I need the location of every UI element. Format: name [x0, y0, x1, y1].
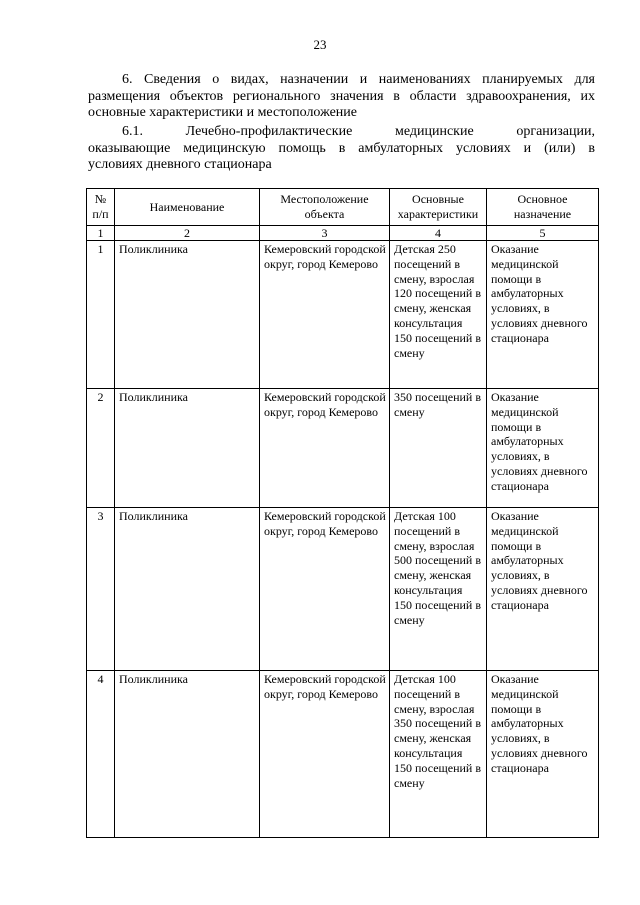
header-location: Местоположение объекта — [260, 189, 390, 226]
heading-line: 6.1. Лечебно-профилактические медицинские организации, — [122, 124, 595, 139]
page-number: 23 — [313, 37, 327, 52]
subsection-heading-6-1 — [88, 124, 595, 174]
heading-line: оказывающие медицинскую помощь в амбулаторных условиях и (или) в — [88, 140, 595, 156]
header-characteristics: Основные характеристики — [390, 189, 487, 226]
table-row — [87, 508, 599, 671]
heading-line: условиях дневного стационара — [88, 157, 272, 172]
row-location: Кемеровский городской округ, город Кемерово — [260, 508, 390, 671]
column-number: 5 — [487, 226, 599, 241]
row-number: 4 — [87, 671, 115, 838]
section-heading-6 — [88, 72, 595, 122]
row-number: 2 — [87, 389, 115, 508]
row-characteristics: Детская 100 посещений в смену, взрослая 500 посещений в смену, женская консультация 150 посещений в смену — [390, 508, 487, 671]
heading-line: размещения объектов регионального значения в области здравоохранения, их — [88, 88, 595, 104]
column-number: 3 — [260, 226, 390, 241]
row-purpose: Оказание медицинской помощи в амбулаторных условиях, в условиях дневного стационара — [487, 671, 599, 838]
row-location: Кемеровский городской округ, город Кемерово — [260, 671, 390, 838]
row-characteristics: 350 посещений в смену — [390, 389, 487, 508]
table-row — [87, 241, 599, 389]
table-row — [87, 671, 599, 838]
table-header-row — [87, 189, 599, 226]
row-number: 3 — [87, 508, 115, 671]
header-number: № п/п — [87, 189, 115, 226]
heading-line: 6. Сведения о видах, назначении и наименованиях планируемых для — [122, 72, 595, 87]
row-characteristics: Детская 100 посещений в смену, взрослая 350 посещений в смену, женская консультация 150 посещений в смену — [390, 671, 487, 838]
row-purpose: Оказание медицинской помощи в амбулаторных условиях, в условиях дневного стационара — [487, 389, 599, 508]
facilities-table — [86, 188, 599, 838]
row-characteristics: Детская 250 посещений в смену, взрослая 120 посещений в смену, женская консультация 150 посещений в смену — [390, 241, 487, 389]
row-location: Кемеровский городской округ, город Кемерово — [260, 389, 390, 508]
row-purpose: Оказание медицинской помощи в амбулаторных условиях, в условиях дневного стационара — [487, 241, 599, 389]
header-name: Наименование — [115, 189, 260, 226]
column-number: 1 — [87, 226, 115, 241]
row-number: 1 — [87, 241, 115, 389]
row-name: Поликлиника — [115, 671, 260, 838]
row-name: Поликлиника — [115, 389, 260, 508]
table-row — [87, 389, 599, 508]
row-name: Поликлиника — [115, 508, 260, 671]
header-purpose: Основное назначение — [487, 189, 599, 226]
row-location: Кемеровский городской округ, город Кемерово — [260, 241, 390, 389]
column-number-row — [87, 226, 599, 241]
heading-line: основные характеристики и местоположение — [88, 105, 357, 120]
column-number: 4 — [390, 226, 487, 241]
row-purpose: Оказание медицинской помощи в амбулаторных условиях, в условиях дневного стационара — [487, 508, 599, 671]
row-name: Поликлиника — [115, 241, 260, 389]
column-number: 2 — [115, 226, 260, 241]
